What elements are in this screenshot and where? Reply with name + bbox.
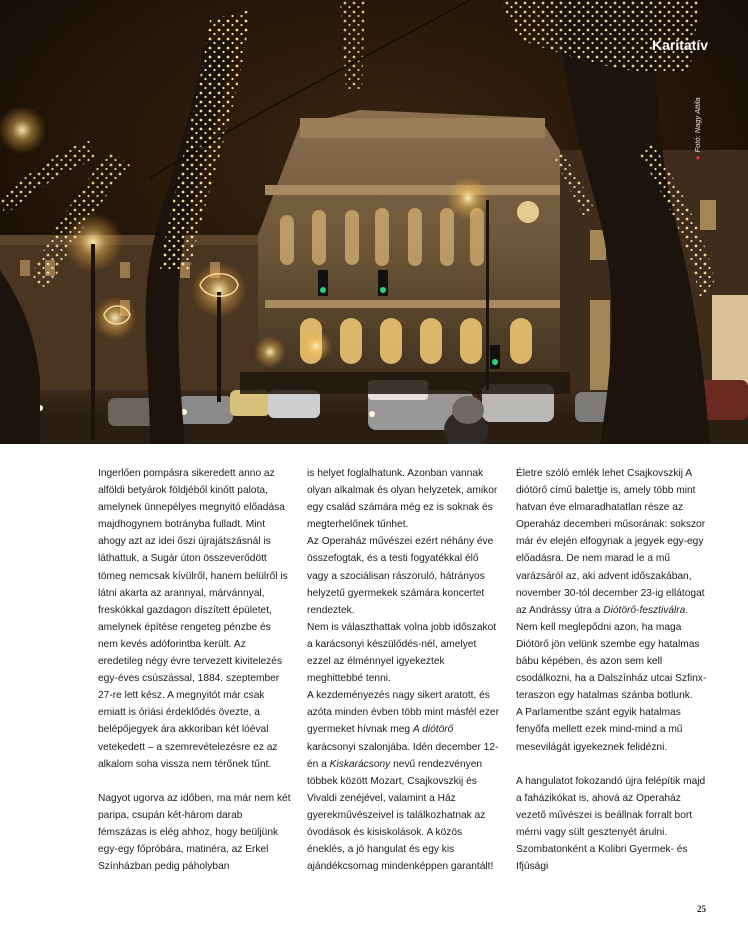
paragraph: A hangulatot fokozandó újra felépítik majd a faházikókat is, ahová az Operaház vezető művészei is beállnak forralt bort mérni vagy sült gesztenyét árulni. Szombatonként a Kolibri Gyermek- és Ifjúsági: [516, 775, 706, 873]
paragraph: [307, 687, 501, 875]
section-label: Karitatív: [651, 37, 708, 53]
opera-house-night-photo: [0, 0, 748, 444]
paragraph: A Parlamentbe szánt egyik hatalmas fenyőfa mellett ezek mind-mind a mű mesevilágát igyekeznek felidézni.: [516, 707, 683, 753]
paragraph: Nagyot ugorva az időben, ma már nem két paripa, csupán két-három darab fémszázas is elég ahhoz, hogy beüljünk egy-egy főpróbára, matinéra, az Erkel Színházban pedig páholyban: [98, 792, 291, 873]
italic-title: Diótörő-fesztiválra: [603, 604, 686, 616]
page-number: 25: [697, 904, 706, 914]
photo-credit: [693, 97, 702, 160]
paragraph-text: . Nem kell meglepődni azon, ha maga Diótörő jön velünk szembe egy hatalmas bábu képében, és azon sem kell csodálkozni, ha a Dalszínház utcai Szfinx-teraszon egy hatalmas szánba botlunk.: [516, 604, 707, 702]
text-column-3: [516, 465, 710, 875]
paragraph-gap: [98, 773, 292, 790]
paragraph: is helyet foglalhatunk. Azonban vannak olyan alkalmak és olyan helyzetek, amikor egy család számára még ez is soknak és megterhelőnek tűnhet.: [307, 468, 498, 531]
photo-credit-text: Fotó: Nagy Attila: [693, 97, 702, 153]
paragraph: Ingerlően pompásra sikeredett anno az alföldi betyárok földjéből kinőtt palota, amelynek ünnepélyes megnyitó előadása majdhogynem botrányba fulladt. Mint ahogy azt az idei őszi újrajátszásnál is láthattuk, a Sugár úton összeverődött tömeg nemcsak kívülről, hanem belülről is látni akarta az arannyal, márvánnyal, freskókkal gazdagon díszített épületet, amelynek építése rengeteg pénzbe és nem kevés adóforintba került. Az eredetileg négy évre tervezett kivitelezés egy-éves csúszással, 1884. szeptember 27-re lett kész. A megnyitót már csak emiatt is óriási érdeklődés övezte, a belépőjegyek ára akkoriban két lóéval vetekedett – a szemrevételezésre ez az alkalom soha vissza nem térőnek tűnt.: [98, 468, 288, 770]
text-column-1: [98, 465, 292, 875]
paragraph-text: nevű rendezvényen többek között Mozart, Csajkovszkij és Vivaldi zenéjével, valamint a Ház gyerekművészeivel is találkozhatnak az óvodások és kisiskolások. A közös éneklés, a jó hangulat és egy kis ajándékcsomag mindenképpen garantált!: [307, 758, 494, 873]
paragraph: Nem is választhattak volna jobb időszakot a karácsonyi készülődés-nél, amelyet ezzel az élménnyel igyekeztek meghittebbé tenni.: [307, 621, 497, 685]
paragraph: Az Operaház művészei ezért néhány éve összefogtak, és a testi fogyatékkal élő vagy a szociálisan rászoruló, hátrányos helyzetű gyermekek számára koncertet rendeztek.: [307, 536, 494, 616]
paragraph-text: A kezdeményezés nagy sikert aratott, és azóta minden évben több mint másfél ezer gyermeket hívnak meg: [307, 690, 499, 736]
paragraph-text: karácsonyi szalonjába. Idén december 12-én a: [307, 741, 499, 770]
paragraph: [516, 465, 710, 704]
italic-title: A diótörő: [412, 724, 454, 736]
paragraph-gap: [516, 756, 710, 773]
hero-photo: [0, 0, 748, 444]
italic-title: Kiskarácsony: [329, 758, 391, 770]
text-column-2: [307, 465, 501, 875]
credit-dot-icon: ●: [693, 155, 702, 160]
paragraph-text: Életre szóló emlék lehet Csajkovszkij A diótörő című balettje is, amely több mint hatvan éve elmaradhatatlan része az Operaház decemberi műsorának: sokszor már év elején elfogynak a jegyek egy-egy előadásra. De nem marad le a mű varázsáról az, aki advent időszakában, november 30-tól december 23-ig ellátogat az Andrássy útra a: [516, 468, 706, 616]
